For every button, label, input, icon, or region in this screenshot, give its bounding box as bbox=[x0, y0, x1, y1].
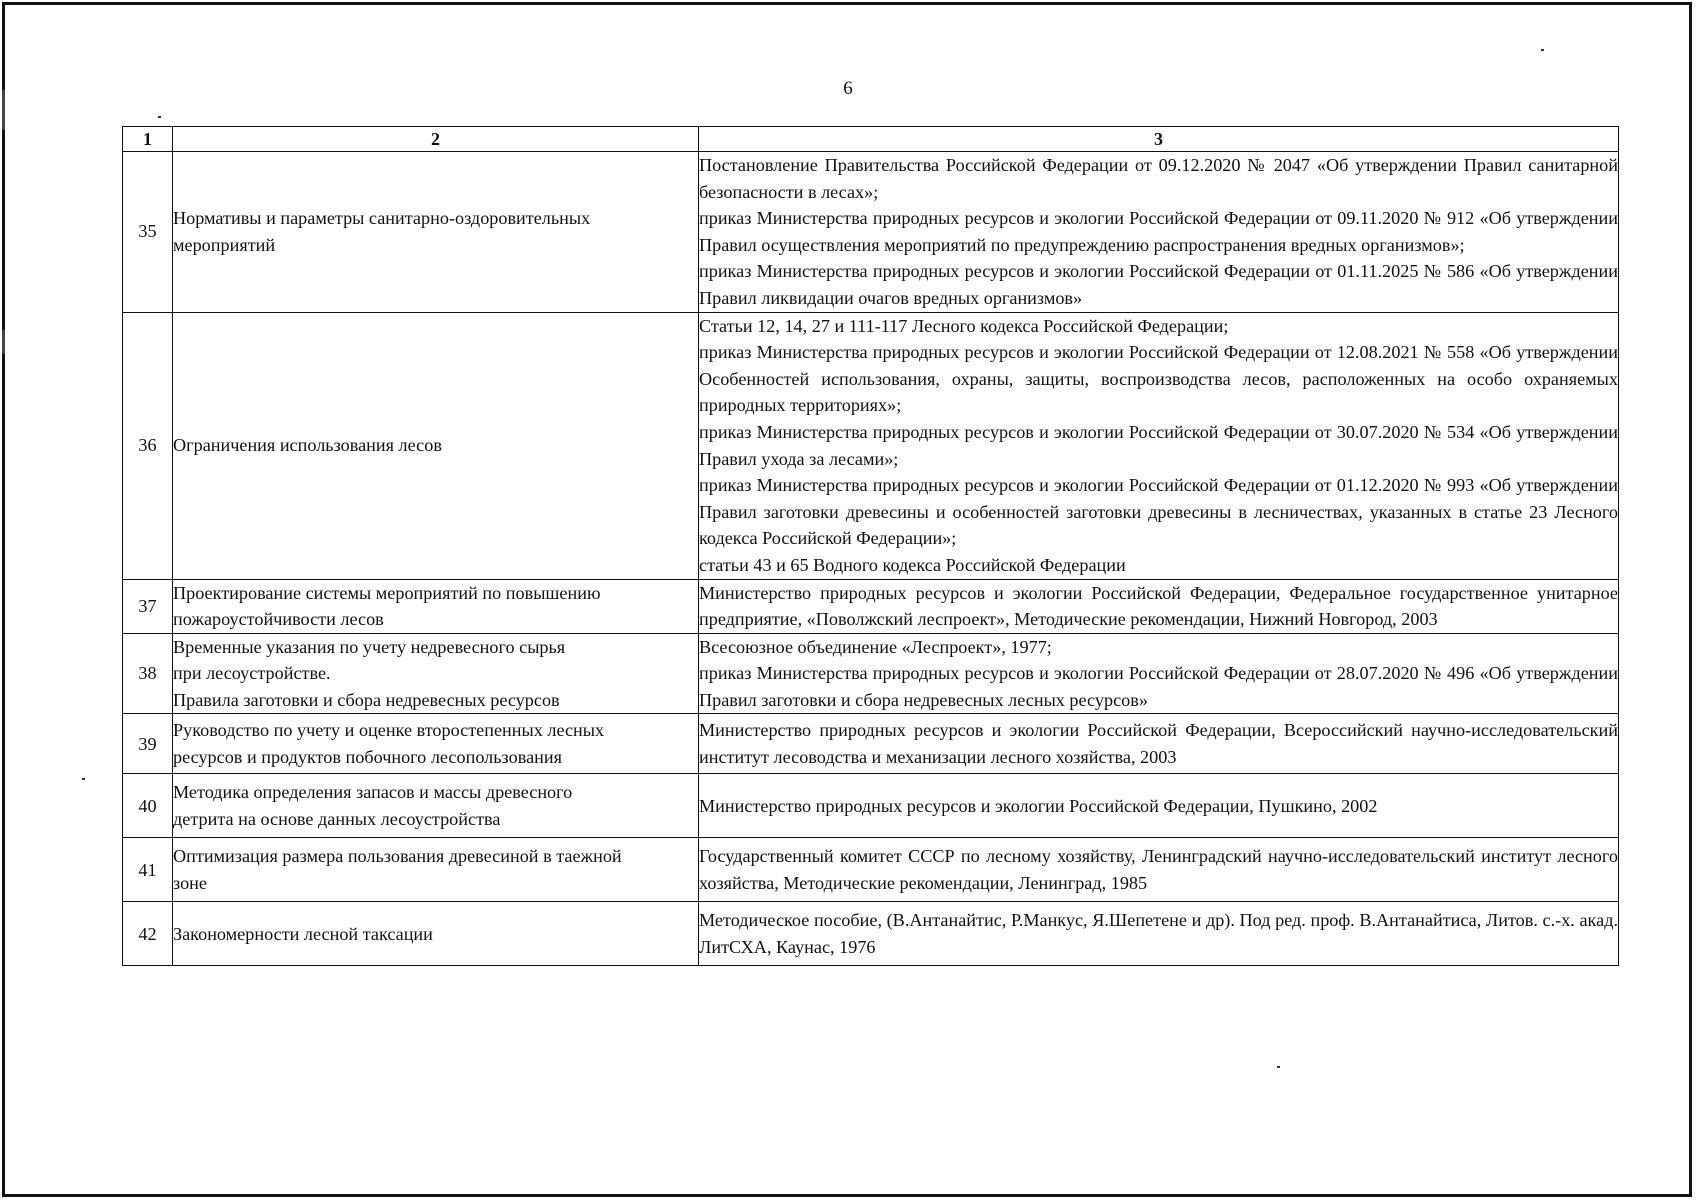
row-number: 40 bbox=[123, 774, 173, 838]
scan-speck bbox=[82, 778, 85, 780]
source-item: приказ Министерства природных ресурсов и экологии Российской Федерации от 28.07.2020 № 496 «Об утверждении Правил заготовки и сбора недревесных лесных ресурсов» bbox=[699, 663, 1618, 710]
source-item: статьи 43 и 65 Водного кодекса Российской Федерации bbox=[699, 554, 1126, 575]
scan-speck bbox=[1277, 1066, 1280, 1068]
source-item: приказ Министерства природных ресурсов и экологии Российской Федерации от 09.11.2020 № 912 «Об утверждении Правил осуществления мероприятий по предупреждению распространения вредных организмов»; bbox=[699, 208, 1618, 255]
source-item: Государственный комитет СССР по лесному хозяйству, Ленинградский научно-исследовательский институт лесного хозяйства, Методические рекомендации, Ленинград, 1985 bbox=[699, 846, 1618, 893]
row-source bbox=[699, 774, 1619, 838]
page-number: 6 bbox=[843, 78, 853, 99]
title-line: при лесоустройстве. bbox=[173, 663, 331, 684]
source-item: Министерство природных ресурсов и экологии Российской Федерации, Пушкино, 2002 bbox=[699, 795, 1378, 816]
row-title bbox=[173, 714, 699, 774]
row-number: 37 bbox=[123, 579, 173, 633]
row-source bbox=[699, 312, 1619, 579]
row-source bbox=[699, 579, 1619, 633]
row-source bbox=[699, 902, 1619, 966]
table-row bbox=[123, 902, 1619, 966]
row-number: 42 bbox=[123, 902, 173, 966]
table-row bbox=[123, 838, 1619, 902]
row-number: 41 bbox=[123, 838, 173, 902]
row-number: 35 bbox=[123, 152, 173, 313]
header-cell-col1: 1 bbox=[123, 127, 173, 152]
row-title bbox=[173, 838, 699, 902]
table-row bbox=[123, 633, 1619, 714]
title-line: пожароустойчивости лесов bbox=[173, 609, 384, 630]
title-line: детрита на основе данных лесоустройства bbox=[173, 808, 501, 829]
source-item: Методическое пособие, (В.Антанайтис, Р.Манкус, Я.Шепетене и др). Под ред. проф. В.Антанайтиса, Литов. с.-х. акад. ЛитСХА, Каунас, 1976 bbox=[699, 910, 1618, 957]
row-source bbox=[699, 838, 1619, 902]
source-item: Министерство природных ресурсов и экологии Российской Федерации, Федеральное государственное унитарное предприятие, «Поволжский леспроект», Методические рекомендации, Нижний Новгород, 2003 bbox=[699, 582, 1618, 630]
title-line: Закономерности лесной таксации bbox=[173, 923, 433, 944]
table-header-row bbox=[123, 127, 1619, 152]
title-line: Правила заготовки и сбора недревесных ресурсов bbox=[173, 689, 560, 710]
row-title bbox=[173, 152, 699, 313]
table-row bbox=[123, 774, 1619, 838]
source-item: Всесоюзное объединение «Леспроект», 1977; bbox=[699, 636, 1052, 657]
title-line: Ограничения использования лесов bbox=[173, 435, 442, 456]
normative-documents-table bbox=[122, 126, 1619, 966]
source-item: приказ Министерства природных ресурсов и экологии Российской Федерации от 30.07.2020 № 534 «Об утверждении Правил ухода за лесами»; bbox=[699, 421, 1618, 469]
table-row bbox=[123, 152, 1619, 313]
title-line: мероприятий bbox=[173, 234, 276, 255]
table-row bbox=[123, 579, 1619, 633]
source-item: приказ Министерства природных ресурсов и экологии Российской Федерации от 12.08.2021 № 558 «Об утверждении Особенностей использования, охраны, защиты, воспроизводства лесов, расположенных на особо охраняемых природных территориях»; bbox=[699, 342, 1618, 416]
scan-speck bbox=[158, 116, 161, 118]
scan-mark bbox=[2, 330, 5, 354]
source-item: Министерство природных ресурсов и экологии Российской Федерации, Всероссийский научно-исследовательский институт лесоводства и механизации лесного хозяйства, 2003 bbox=[699, 720, 1618, 767]
title-line: Оптимизация размера пользования древесиной в таежной bbox=[173, 846, 622, 867]
row-source bbox=[699, 714, 1619, 774]
table-row bbox=[123, 312, 1619, 579]
title-line: Методика определения запасов и массы древесного bbox=[173, 782, 573, 803]
table-row bbox=[123, 714, 1619, 774]
source-item: Статьи 12, 14, 27 и 111-117 Лесного кодекса Российской Федерации; bbox=[699, 315, 1229, 336]
header-cell-col2: 2 bbox=[173, 127, 699, 152]
row-number: 36 bbox=[123, 312, 173, 579]
title-line: Руководство по учету и оценке второстепенных лесных bbox=[173, 720, 605, 741]
row-title bbox=[173, 579, 699, 633]
title-line: Временные указания по учету недревесного сырья bbox=[173, 636, 566, 657]
row-source bbox=[699, 152, 1619, 313]
title-line: Проектирование системы мероприятий по повышению bbox=[173, 582, 601, 603]
source-item: приказ Министерства природных ресурсов и экологии Российской Федерации от 01.12.2020 № 993 «Об утверждении Правил заготовки древесины и особенностей заготовки древесины в лесничествах, указанных в статье 23 Лесного кодекса Российской Федерации»; bbox=[699, 475, 1618, 549]
source-item: Постановление Правительства Российской Федерации от 09.12.2020 № 2047 «Об утверждении Правил санитарной безопасности в лесах»; bbox=[699, 155, 1618, 202]
row-title bbox=[173, 633, 699, 714]
title-line: зоне bbox=[173, 872, 207, 893]
title-line: Нормативы и параметры санитарно-оздоровительных bbox=[173, 208, 591, 229]
header-cell-col3: 3 bbox=[699, 127, 1619, 152]
row-title bbox=[173, 774, 699, 838]
row-title bbox=[173, 312, 699, 579]
row-number: 38 bbox=[123, 633, 173, 714]
row-title bbox=[173, 902, 699, 966]
source-item: приказ Министерства природных ресурсов и экологии Российской Федерации от 01.11.2025 № 586 «Об утверждении Правил ликвидации очагов вредных организмов» bbox=[699, 261, 1618, 308]
scan-speck bbox=[1541, 49, 1544, 51]
row-number: 39 bbox=[123, 714, 173, 774]
row-source bbox=[699, 633, 1619, 714]
title-line: ресурсов и продуктов побочного лесопользования bbox=[173, 746, 562, 767]
